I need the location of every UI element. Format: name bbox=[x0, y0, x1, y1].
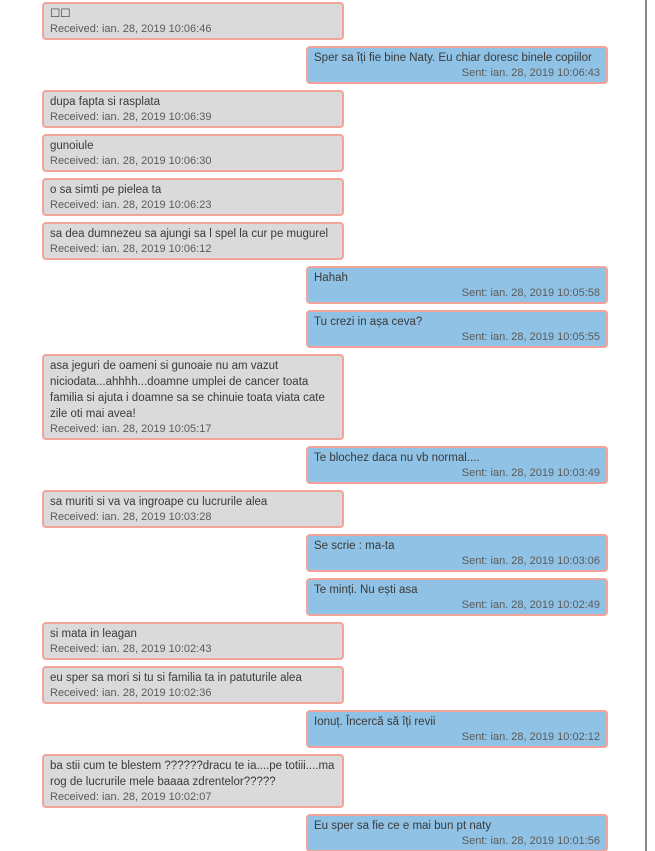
message-bubble-received bbox=[42, 490, 344, 528]
message-bubble-sent bbox=[306, 710, 608, 748]
message-timestamp: Received: ian. 28, 2019 10:06:12 bbox=[50, 243, 212, 255]
message-timestamp: Received: ian. 28, 2019 10:06:46 bbox=[50, 23, 212, 35]
message-timestamp: Received: ian. 28, 2019 10:06:23 bbox=[50, 199, 212, 211]
message-text: Eu sper sa fie ce e mai bun pt naty bbox=[314, 820, 492, 832]
message-bubble-received bbox=[42, 622, 344, 660]
message-timestamp: Sent: ian. 28, 2019 10:02:49 bbox=[461, 599, 600, 611]
message-bubble-received bbox=[42, 354, 344, 440]
message-text: o sa simti pe pielea ta bbox=[50, 184, 162, 196]
message-bubble-received bbox=[42, 134, 344, 172]
message-timestamp: Sent: ian. 28, 2019 10:03:06 bbox=[461, 555, 600, 567]
message-bubble-sent bbox=[306, 814, 608, 851]
message-bubble-received bbox=[42, 222, 344, 260]
message-text: Ionuț. Încercă să îți revii bbox=[314, 716, 436, 728]
message-text: sa muriti si va va ingroape cu lucrurile alea bbox=[50, 496, 268, 508]
message-timestamp: Sent: ian. 28, 2019 10:05:55 bbox=[461, 331, 600, 343]
message-text: Hahah bbox=[314, 272, 348, 284]
message-text: si mata in leagan bbox=[50, 628, 137, 640]
message-bubble-received bbox=[42, 754, 344, 808]
message-timestamp: Sent: ian. 28, 2019 10:02:12 bbox=[461, 731, 600, 743]
message-timestamp: Received: ian. 28, 2019 10:02:36 bbox=[50, 687, 212, 699]
message-text: Sper sa îți fie bine Naty. Eu chiar doresc binele copiilor bbox=[314, 52, 592, 64]
table-border-divider bbox=[645, 0, 647, 851]
message-timestamp: Received: ian. 28, 2019 10:02:07 bbox=[50, 791, 212, 803]
message-text: sa dea dumnezeu sa ajungi sa l spel la cur pe mugurel bbox=[50, 228, 329, 240]
message-text: gunoiule bbox=[50, 140, 94, 152]
message-bubble-sent bbox=[306, 46, 608, 84]
message-text: ba stii cum te blestem ??????dracu te ia....pe totiii....ma rog de lucrurile mele baaaa zdrentelor????? bbox=[50, 760, 335, 788]
message-bubble-received bbox=[42, 2, 344, 40]
message-text: ☐☐ bbox=[50, 8, 71, 20]
message-bubble-received bbox=[42, 178, 344, 216]
message-timestamp: Received: ian. 28, 2019 10:06:39 bbox=[50, 111, 212, 123]
message-timestamp: Received: ian. 28, 2019 10:03:28 bbox=[50, 511, 212, 523]
message-text: eu sper sa mori si tu si familia ta in patuturile alea bbox=[50, 672, 302, 684]
message-text: asa jeguri de oameni si gunoaie nu am vazut niciodata...ahhhh...doamne umplei de cancer toata familia si ajuta i doamne sa se chinuie toata viata cate zile oti mai avea! bbox=[50, 360, 325, 420]
message-bubble-sent bbox=[306, 578, 608, 616]
message-bubble-sent bbox=[306, 446, 608, 484]
message-bubble-received bbox=[42, 90, 344, 128]
message-text: Se scrie : ma-ta bbox=[314, 540, 395, 552]
message-text: Te minți. Nu ești asa bbox=[314, 584, 418, 596]
message-text: Tu crezi in așa ceva? bbox=[314, 316, 423, 328]
message-timestamp: Sent: ian. 28, 2019 10:06:43 bbox=[461, 67, 600, 79]
message-text: dupa fapta si rasplata bbox=[50, 96, 160, 108]
message-timestamp: Received: ian. 28, 2019 10:06:30 bbox=[50, 155, 212, 167]
message-bubble-received bbox=[42, 666, 344, 704]
chat-thread bbox=[42, 2, 608, 851]
message-timestamp: Received: ian. 28, 2019 10:02:43 bbox=[50, 643, 212, 655]
message-timestamp: Received: ian. 28, 2019 10:05:17 bbox=[50, 423, 212, 435]
message-bubble-sent bbox=[306, 266, 608, 304]
message-timestamp: Sent: ian. 28, 2019 10:05:58 bbox=[461, 287, 600, 299]
message-timestamp: Sent: ian. 28, 2019 10:03:49 bbox=[461, 467, 600, 479]
message-bubble-sent bbox=[306, 310, 608, 348]
message-text: Te blochez daca nu vb normal.... bbox=[314, 452, 480, 464]
message-bubble-sent bbox=[306, 534, 608, 572]
message-timestamp: Sent: ian. 28, 2019 10:01:56 bbox=[461, 835, 600, 847]
